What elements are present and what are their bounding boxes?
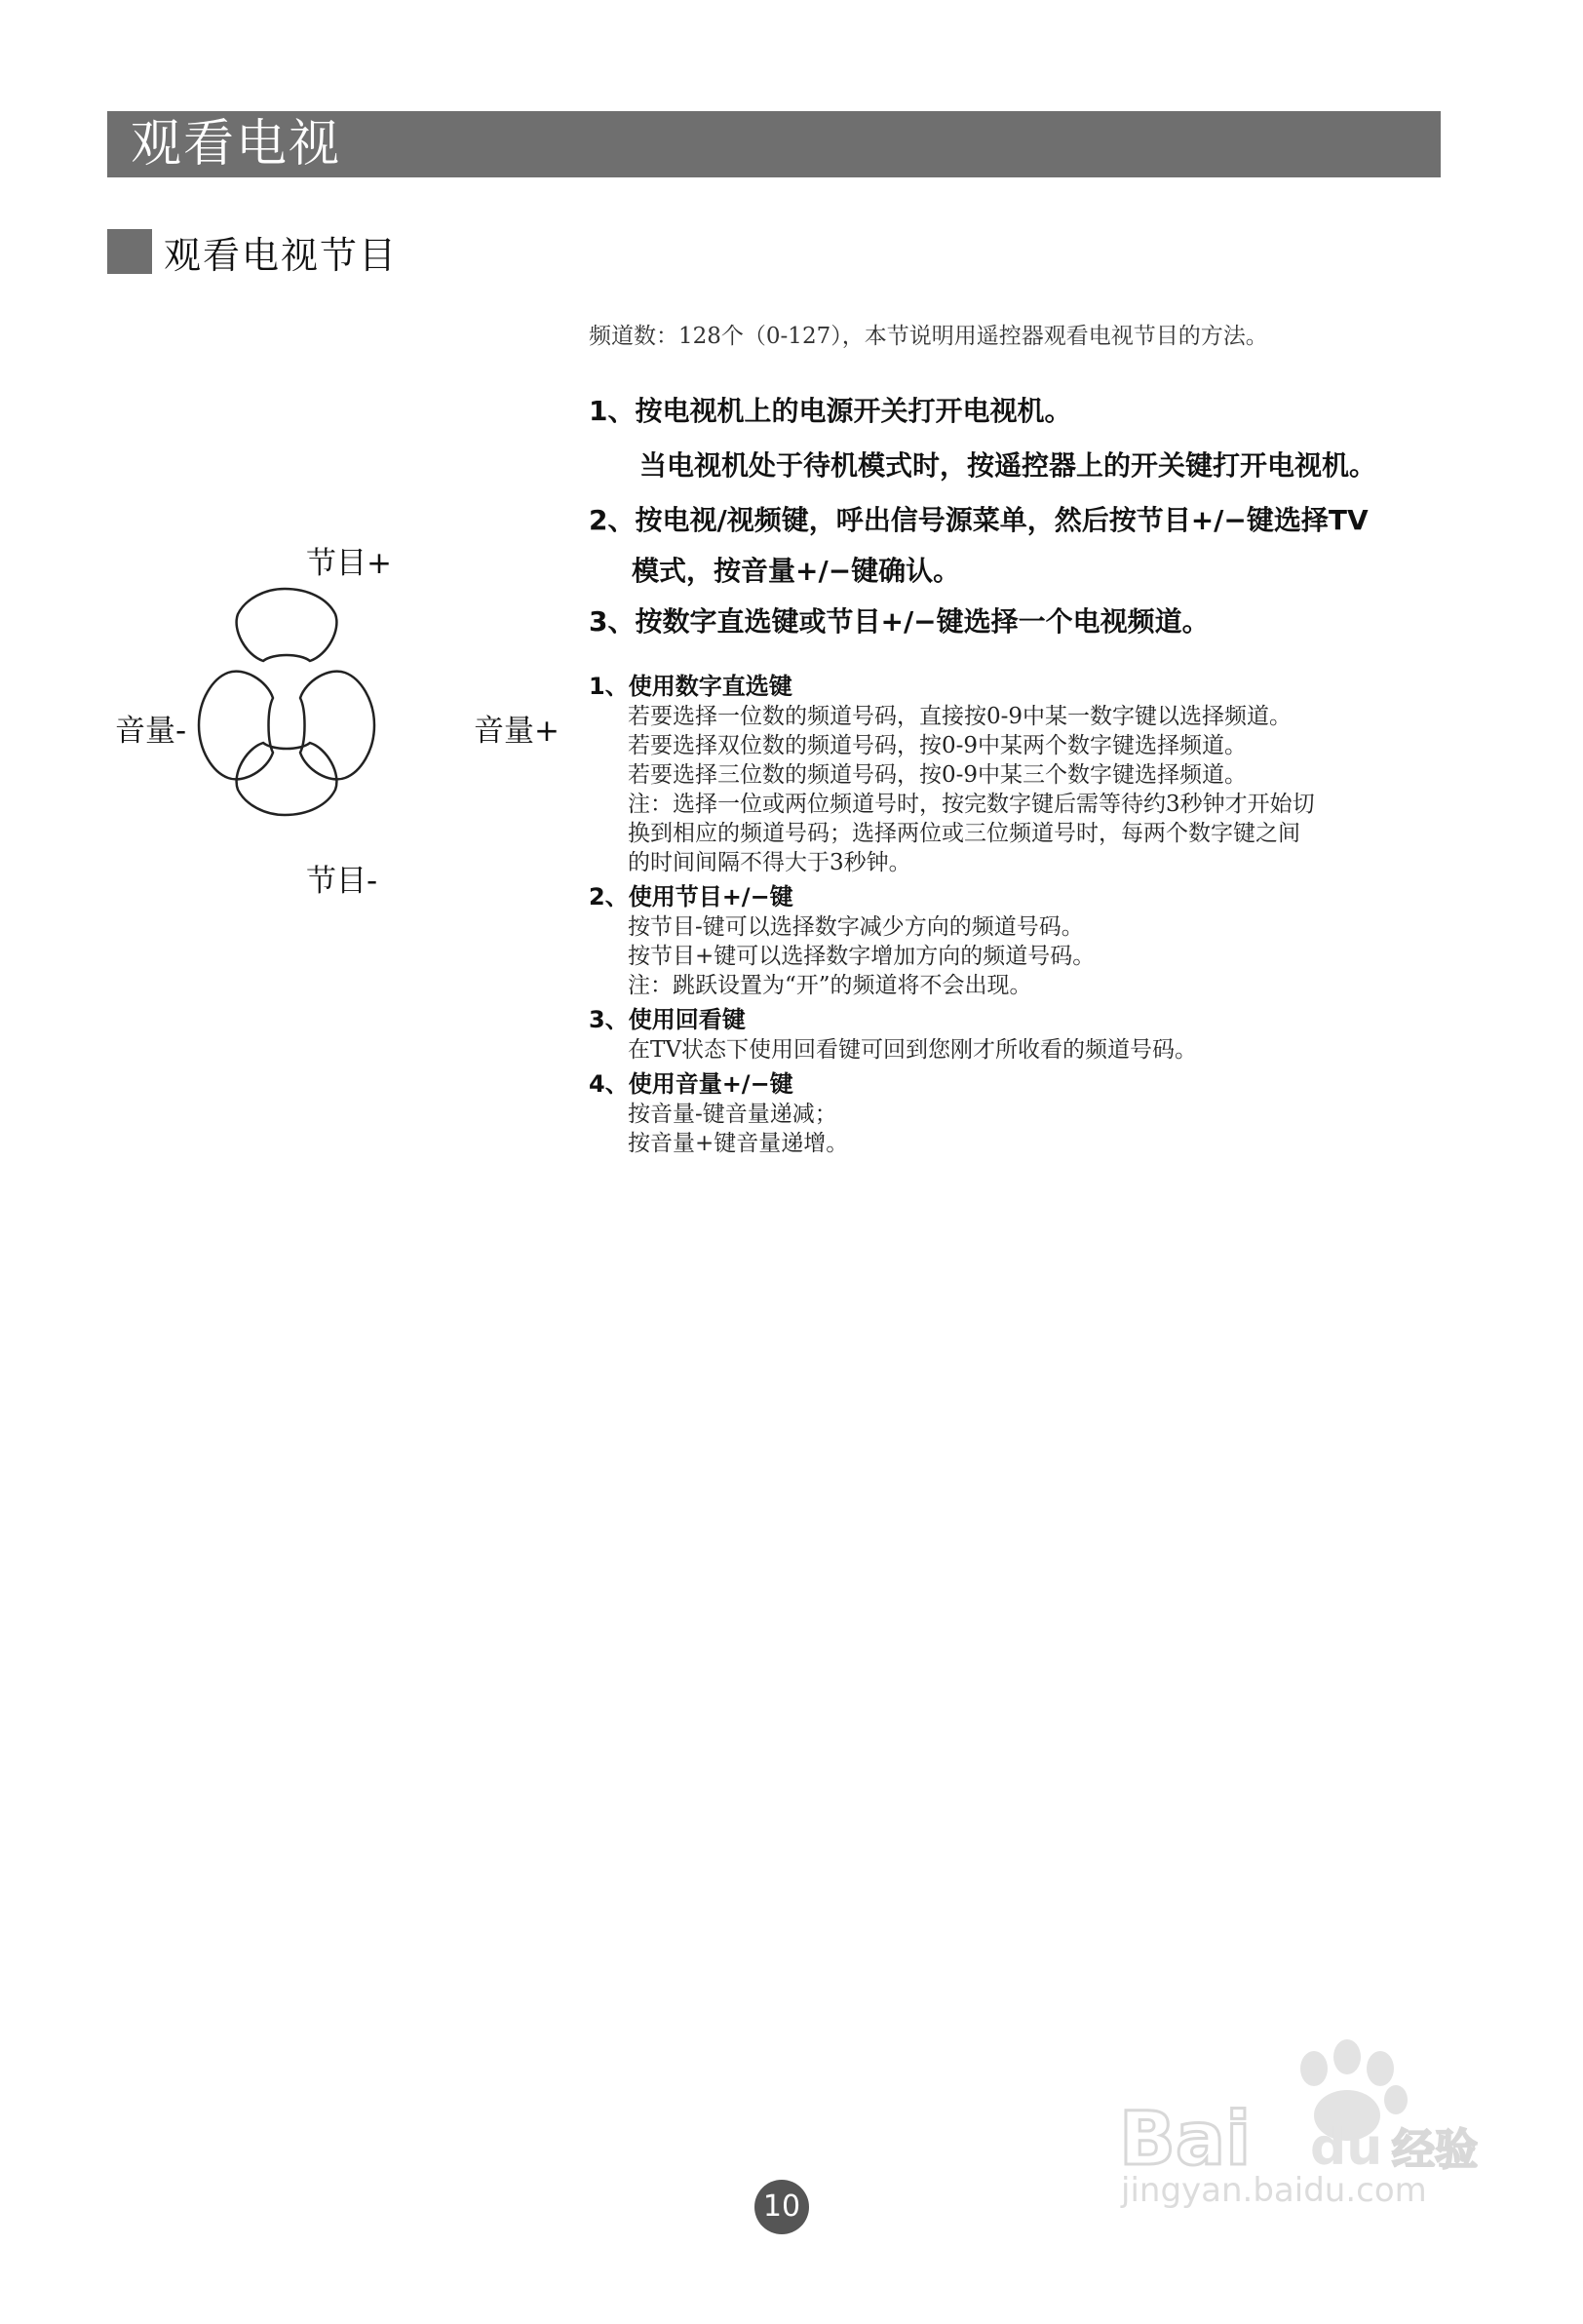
body-line: 若要选择三位数的频道号码，按0-9中某三个数字键选择频道。 [628, 762, 1248, 788]
body-line: 注：跳跃设置为“开”的频道将不会出现。 [628, 973, 1032, 998]
page-number: 10 [754, 2180, 809, 2234]
body-line: 换到相应的频道号码；选择两位或三位频道号时，每两个数字键之间 [628, 821, 1300, 846]
step-1-detail: 当电视机处于待机模式时，按遥控器上的开关键打开电视机。 [639, 449, 1377, 482]
body-line: 按音量-键音量递减； [628, 1102, 837, 1127]
dpad-diagram [191, 581, 386, 825]
page-title: 观看电视 [131, 115, 342, 174]
subsection-title: 1、使用数字直选键 [589, 673, 792, 700]
subsection-title: 4、使用音量+/−键 [589, 1070, 793, 1098]
intro-text: 频道数：128个（0-127），本节说明用遥控器观看电视节目的方法。 [589, 324, 1268, 349]
body-line: 按音量+键音量递增。 [628, 1131, 849, 1156]
step-2-detail: 模式，按音量+/−键确认。 [632, 555, 961, 587]
subsection-title: 3、使用回看键 [589, 1006, 746, 1033]
section-title: 观看电视节目 [164, 233, 399, 277]
dpad-down-button-icon [237, 743, 337, 815]
step-1: 1、按电视机上的电源开关打开电视机。 [589, 395, 1072, 427]
watermark-url: jingyan.baidu.com [1121, 2171, 1427, 2210]
body-line: 若要选择双位数的频道号码，按0-9中某两个数字键选择频道。 [628, 733, 1248, 758]
dpad-right-label: 音量+ [474, 714, 560, 749]
svg-text:经验: 经验 [1392, 2125, 1478, 2175]
subsection-title: 2、使用节目+/−键 [589, 883, 793, 910]
body-line: 在TV状态下使用回看键可回到您刚才所收看的频道号码。 [628, 1037, 1197, 1063]
step-3: 3、按数字直选键或节目+/−键选择一个电视频道。 [589, 605, 1210, 638]
step-2: 2、按电视/视频键，呼出信号源菜单，然后按节目+/−键选择TV [589, 504, 1369, 536]
dpad-down-label: 节目- [306, 864, 378, 899]
svg-text:du: du [1310, 2118, 1383, 2177]
dpad-left-button-icon [199, 672, 273, 780]
body-line: 的时间间隔不得大于3秒钟。 [628, 850, 911, 875]
body-line: 按节目-键可以选择数字减少方向的频道号码。 [628, 914, 1084, 940]
dpad-up-label: 节目+ [306, 546, 392, 581]
dpad-right-button-icon [300, 672, 374, 780]
dpad-up-button-icon [237, 589, 337, 661]
page-title-bar [107, 111, 1441, 177]
body-line: 按节目+键可以选择数字增加方向的频道号码。 [628, 944, 1096, 969]
section-marker-icon [107, 229, 152, 274]
dpad-left-label: 音量- [115, 714, 187, 749]
section-heading [107, 228, 398, 275]
svg-text:Bai: Bai [1119, 2095, 1252, 2182]
body-line: 若要选择一位数的频道号码，直接按0-9中某一数字键以选择频道。 [628, 704, 1293, 729]
body-line: 注：选择一位或两位频道号时，按完数字键后需等待约3秒钟才开始切 [628, 792, 1315, 817]
baidu-watermark-logo [1109, 2028, 1480, 2213]
